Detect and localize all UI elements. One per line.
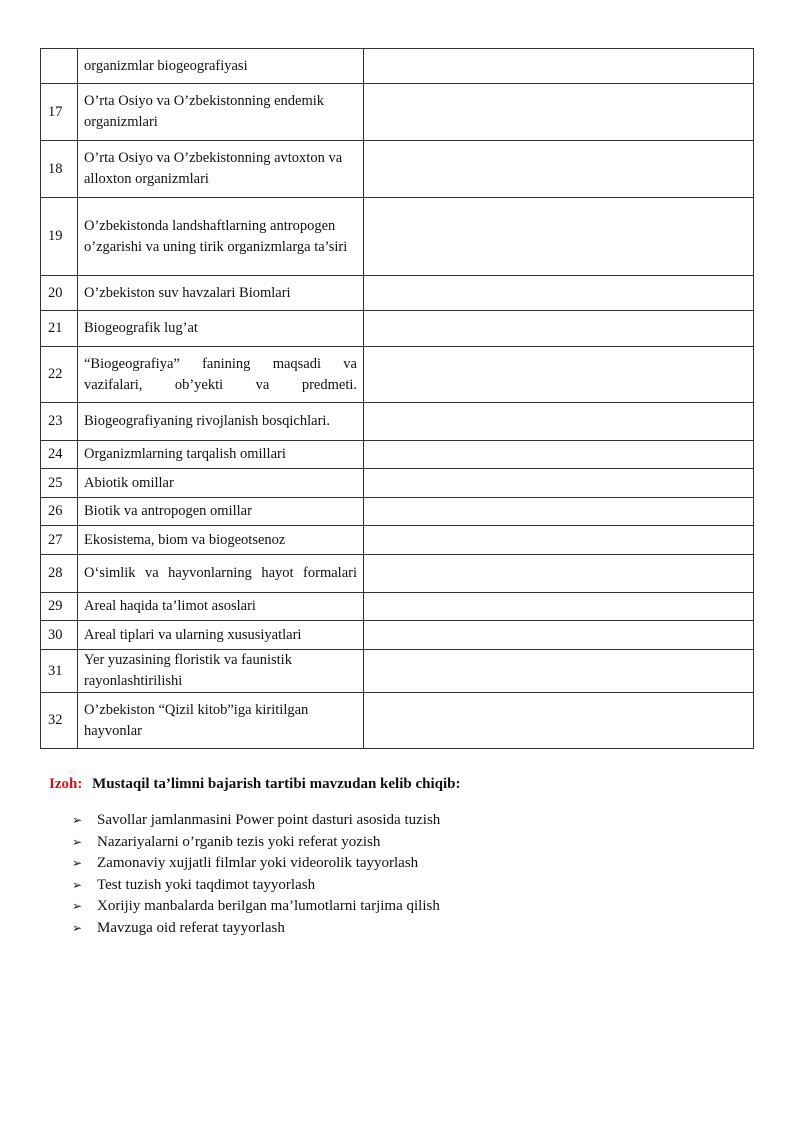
row-topic: Abiotik omillar bbox=[78, 469, 364, 498]
row-number: 21 bbox=[41, 311, 78, 347]
task-item bbox=[72, 810, 440, 832]
row-number: 30 bbox=[41, 621, 78, 650]
arrow-bullet-icon: ➢ bbox=[72, 856, 83, 870]
row-number: 17 bbox=[41, 84, 78, 141]
task-item bbox=[72, 896, 440, 918]
arrow-bullet-icon: ➢ bbox=[72, 834, 83, 849]
row-topic: Biogeografiyaning rivojlanish bosqichlari. bbox=[78, 403, 364, 441]
row-number: 22 bbox=[41, 347, 78, 403]
row-topic: Biotik va antropogen omillar bbox=[78, 498, 364, 526]
row-empty-cell bbox=[364, 276, 754, 311]
table-row bbox=[41, 311, 754, 347]
task-text: Test tuzish yoki taqdimot tayyorlash bbox=[97, 876, 316, 893]
arrow-bullet-icon: ➢ bbox=[72, 899, 83, 913]
row-empty-cell bbox=[364, 441, 754, 469]
task-text: Xorijiy manbalarda berilgan ma’lumotlarni tarjima qilish bbox=[97, 898, 440, 914]
row-topic: O’zbekiston “Qizil kitob”iga kiritilgan hayvonlar bbox=[78, 693, 364, 749]
row-number: 28 bbox=[41, 555, 78, 593]
row-empty-cell bbox=[364, 141, 754, 198]
table-row bbox=[41, 276, 754, 311]
table-row bbox=[41, 555, 754, 593]
table-row bbox=[41, 441, 754, 469]
row-topic: organizmlar biogeografiyasi bbox=[78, 49, 364, 84]
table-row bbox=[41, 403, 754, 441]
row-number: 27 bbox=[41, 526, 78, 555]
arrow-bullet-icon: ➢ bbox=[72, 920, 83, 935]
row-empty-cell bbox=[364, 693, 754, 749]
row-number: 26 bbox=[41, 498, 78, 526]
task-item bbox=[72, 832, 440, 854]
row-empty-cell bbox=[364, 555, 754, 593]
row-empty-cell bbox=[364, 311, 754, 347]
task-text: Mavzuga oid referat tayyorlash bbox=[97, 919, 285, 936]
task-item bbox=[72, 853, 440, 875]
row-number: 25 bbox=[41, 469, 78, 498]
row-number: 24 bbox=[41, 441, 78, 469]
row-number: 29 bbox=[41, 593, 78, 621]
row-number bbox=[41, 49, 78, 84]
row-number: 20 bbox=[41, 276, 78, 311]
row-number: 31 bbox=[41, 650, 78, 693]
row-number: 19 bbox=[41, 198, 78, 276]
row-topic: Yer yuzasining floristik va faunistik rayonlashtirilishi bbox=[78, 650, 364, 693]
table-row bbox=[41, 198, 754, 276]
row-topic: Ekosistema, biom va biogeotsenoz bbox=[78, 526, 364, 555]
row-topic: Areal tiplari va ularning xususiyatlari bbox=[78, 621, 364, 650]
row-topic: O’zbekiston suv havzalari Biomlari bbox=[78, 276, 364, 311]
row-topic: Areal haqida ta’limot asoslari bbox=[78, 593, 364, 621]
row-empty-cell bbox=[364, 347, 754, 403]
topics-table-body bbox=[41, 49, 754, 749]
row-empty-cell bbox=[364, 403, 754, 441]
row-topic: O‘simlik va hayvonlarning hayot formalari bbox=[78, 555, 364, 593]
row-topic: “Biogeografiya” fanining maqsadi va vazifalari, ob’yekti va predmeti. bbox=[78, 347, 364, 403]
table-row bbox=[41, 693, 754, 749]
note-text: Mustaqil ta’limni bajarish tartibi mavzudan kelib chiqib: bbox=[92, 776, 461, 792]
note-label: Izoh: bbox=[49, 776, 83, 792]
task-item bbox=[72, 875, 440, 897]
task-list bbox=[72, 810, 440, 939]
arrow-bullet-icon: ➢ bbox=[72, 813, 83, 827]
row-number: 32 bbox=[41, 693, 78, 749]
table-row bbox=[41, 49, 754, 84]
table-row bbox=[41, 469, 754, 498]
task-item bbox=[72, 918, 440, 940]
row-empty-cell bbox=[364, 469, 754, 498]
task-text: Savollar jamlanmasini Power point dasturi asosida tuzish bbox=[97, 812, 441, 828]
table-row bbox=[41, 84, 754, 141]
note bbox=[49, 776, 460, 793]
row-empty-cell bbox=[364, 526, 754, 555]
row-topic: Organizmlarning tarqalish omillari bbox=[78, 441, 364, 469]
table-row bbox=[41, 347, 754, 403]
row-empty-cell bbox=[364, 593, 754, 621]
row-empty-cell bbox=[364, 84, 754, 141]
table-row bbox=[41, 621, 754, 650]
row-topic: O’rta Osiyo va O’zbekistonning endemik organizmlari bbox=[78, 84, 364, 141]
arrow-bullet-icon: ➢ bbox=[72, 877, 83, 892]
task-text: Nazariyalarni o’rganib tezis yoki referat yozish bbox=[97, 833, 381, 850]
row-number: 23 bbox=[41, 403, 78, 441]
row-empty-cell bbox=[364, 621, 754, 650]
row-empty-cell bbox=[364, 49, 754, 84]
row-number: 18 bbox=[41, 141, 78, 198]
table-row bbox=[41, 141, 754, 198]
row-topic: O’rta Osiyo va O’zbekistonning avtoxton va alloxton organizmlari bbox=[78, 141, 364, 198]
table-row bbox=[41, 593, 754, 621]
table-row bbox=[41, 498, 754, 526]
row-empty-cell bbox=[364, 198, 754, 276]
topics-table bbox=[40, 48, 754, 749]
row-empty-cell bbox=[364, 650, 754, 693]
task-text: Zamonaviy xujjatli filmlar yoki videorolik tayyorlash bbox=[97, 855, 419, 871]
row-empty-cell bbox=[364, 498, 754, 526]
row-topic: Biogeografik lug’at bbox=[78, 311, 364, 347]
row-topic: O’zbekistonda landshaftlarning antropogen o’zgarishi va uning tirik organizmlarga ta’siri bbox=[78, 198, 364, 276]
table-row bbox=[41, 650, 754, 693]
table-row bbox=[41, 526, 754, 555]
